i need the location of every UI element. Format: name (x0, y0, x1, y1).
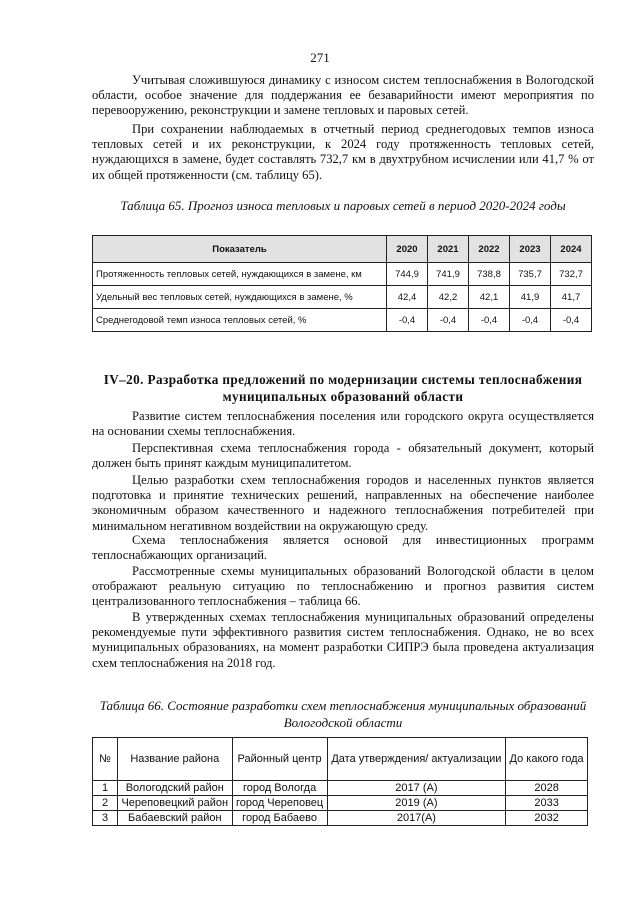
table65-cell: -0,4 (551, 309, 592, 332)
table65-cell: 735,7 (510, 263, 551, 286)
table65-cell: Среднегодовой темп износа тепловых сетей, % (93, 309, 387, 332)
table66-cell: 2028 (506, 781, 588, 796)
table66-cell: город Череповец (232, 796, 327, 811)
intro-paragraph-1 (92, 73, 594, 119)
section-paragraph-4 (92, 533, 594, 563)
table66-cell: 2017(А) (327, 811, 506, 826)
page-number: 271 (310, 50, 330, 65)
table66-header-cell: Дата утверждения/ актуализации (327, 738, 506, 781)
table66-cell: 2019 (А) (327, 796, 506, 811)
table65-cell: Протяженность тепловых сетей, нуждающихся в замене, км (93, 263, 387, 286)
table65-header-cell: 2021 (428, 236, 469, 263)
table65-cell: 744,9 (387, 263, 428, 286)
table66-cell: город Вологда (232, 781, 327, 796)
table65-header-cell: 2023 (510, 236, 551, 263)
table65-header-cell: Показатель (93, 236, 387, 263)
table65-cell: -0,4 (469, 309, 510, 332)
section-paragraph-5 (92, 564, 594, 610)
table66-header-cell: Районный центр (232, 738, 327, 781)
section-paragraph-1 (92, 409, 594, 439)
table65-header-row (93, 236, 592, 263)
table66-cell: 1 (93, 781, 118, 796)
section-paragraph-2-text: Перспективная схема теплоснабжения города - обязательный документ, который должен быть принят каждым муниципалитетом. (92, 441, 594, 471)
table65-header-cell: 2024 (551, 236, 592, 263)
table65-cell: 738,8 (469, 263, 510, 286)
table66-header-cell: До какого года (506, 738, 588, 781)
intro-paragraph-2 (92, 122, 594, 183)
table65-cell: 42,1 (469, 286, 510, 309)
section-paragraph-1-text: Развитие систем теплоснабжения поселения или городского округа осуществляется на основании схемы теплоснабжения. (92, 409, 594, 439)
table66-cell: 2 (93, 796, 118, 811)
section-paragraph-5-text: Рассмотренные схемы муниципальных образований Вологодской области в целом отображают реальную ситуацию по теплоснабжению и прогноз развития систем централизованного теплоснабжения – таблица 66. (92, 564, 594, 609)
section-heading: IV–20. Разработка предложений по модернизации системы теплоснабжения муниципальных образований области (103, 372, 583, 404)
table66-cell: Вологодский район (118, 781, 233, 796)
table65-cell: 41,7 (551, 286, 592, 309)
table65-cell: -0,4 (428, 309, 469, 332)
table65 (92, 235, 592, 332)
table-row (93, 781, 588, 796)
table66-cell: 3 (93, 811, 118, 826)
table65-header-cell: 2020 (387, 236, 428, 263)
table-row (93, 309, 592, 332)
intro-paragraph-1-text: Учитывая сложившуюся динамику с износом систем теплоснабжения в Вологодской области, особое значение для поддержания ее безаварийности имеют мероприятия по перевооружению, реконструкции и замене тепловых и паровых сетей. (92, 73, 594, 118)
section-paragraph-3 (92, 473, 594, 534)
table66-header-cell: Название района (118, 738, 233, 781)
table65-cell: 42,2 (428, 286, 469, 309)
table65-header-cell: 2022 (469, 236, 510, 263)
intro-paragraph-2-text: При сохранении наблюдаемых в отчетный период среднегодовых темпов износа тепловых сетей и их реконструкции, к 2024 году протяженность тепловых сетей, нуждающихся в замене, будет составлять 732,7 км в двухтрубном исчислении или 41,7 % от их общей протяженности (см. таблицу 65). (92, 122, 594, 182)
section-paragraph-6 (92, 610, 594, 671)
section-paragraph-2 (92, 441, 594, 471)
table66-cell: Бабаевский район (118, 811, 233, 826)
table66-cell: 2017 (А) (327, 781, 506, 796)
table-row (93, 263, 592, 286)
section-paragraph-3-text: Целью разработки схем теплоснабжения городов и населенных пунктов является подготовка и принятие технических решений, направленных на обеспечение наиболее экономичным образом качественного и надежного теплоснабжения потребителей при минимальном негативном воздействии на окружающую среду. (92, 473, 594, 533)
section-paragraph-4-text: Схема теплоснабжения является основой для инвестиционных программ теплоснабжающих организаций. (92, 533, 594, 563)
section-paragraph-6-text: В утвержденных схемах теплоснабжения муниципальных образований определены рекомендуемые пути эффективного развития систем теплоснабжения. Однако, не во всех муниципальных образованиях, на момент разработки СИПРЭ была проведена актуализация схем теплоснабжения на 2018 год. (92, 610, 594, 670)
table65-cell: 741,9 (428, 263, 469, 286)
table65-cell: 42,4 (387, 286, 428, 309)
table65-cell: Удельный вес тепловых сетей, нуждающихся в замене, % (93, 286, 387, 309)
table-row (93, 286, 592, 309)
table65-cell: -0,4 (510, 309, 551, 332)
table66-cell: Череповецкий район (118, 796, 233, 811)
table66 (92, 737, 588, 826)
table66-header-row (93, 738, 588, 781)
table65-cell: -0,4 (387, 309, 428, 332)
table-row (93, 796, 588, 811)
table66-cell: 2032 (506, 811, 588, 826)
table65-cell: 732,7 (551, 263, 592, 286)
table66-header-cell: № (93, 738, 118, 781)
table66-cell: город Бабаево (232, 811, 327, 826)
table66-caption: Таблица 66. Состояние разработки схем теплоснабжения муниципальных образований Вологодской области (99, 698, 587, 730)
table65-cell: 41,9 (510, 286, 551, 309)
table-row (93, 811, 588, 826)
table66-cell: 2033 (506, 796, 588, 811)
table65-caption: Таблица 65. Прогноз износа тепловых и паровых сетей в период 2020-2024 годы (120, 198, 566, 213)
